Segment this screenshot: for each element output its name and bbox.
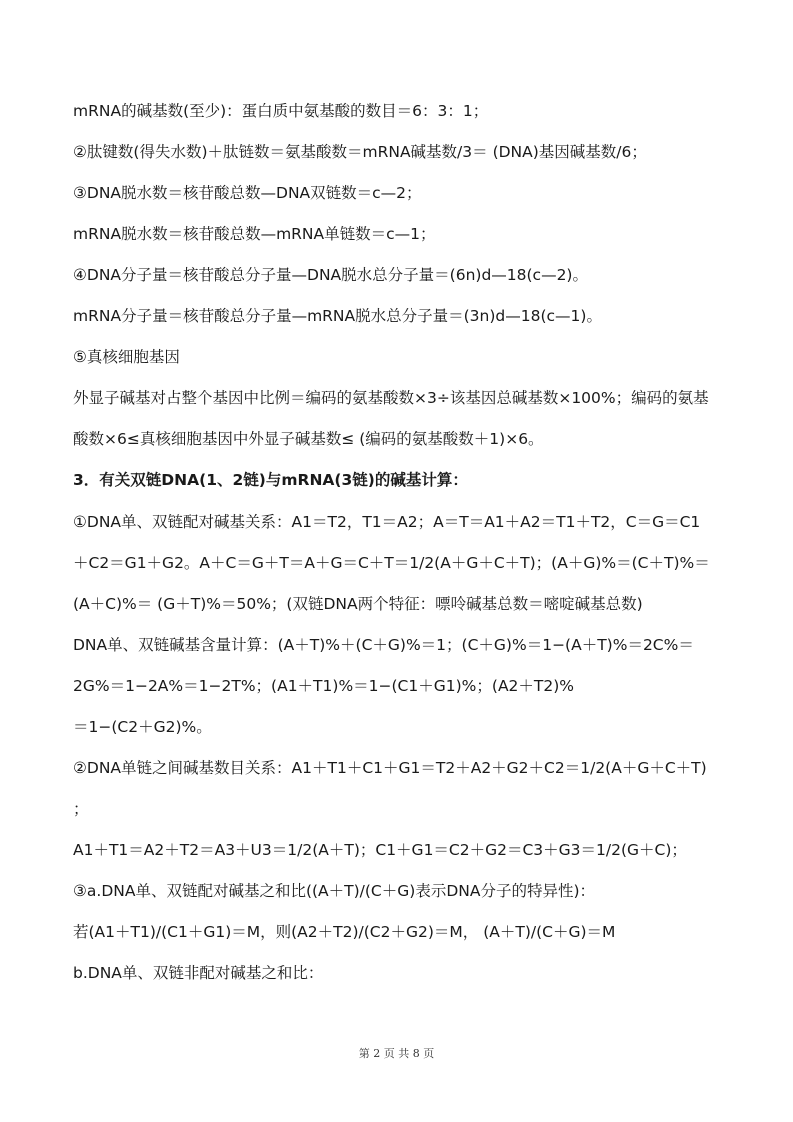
text-line-1: mRNA的碱基数(至少)：蛋白质中氨基酸的数目＝6：3：1； xyxy=(73,102,489,120)
text-line-13: (A＋C)%＝ (G＋T)%＝50%；(双链DNA两个特征：嘌呤碱基总数＝嘧啶碱基总数) xyxy=(73,595,643,613)
section-heading-3: 3．有关双链DNA(1、2链)与mRNA(3链)的碱基计算： xyxy=(73,471,468,489)
text-line-9: 酸数×6≤真核细胞基因中外显子碱基数≤ (编码的氨基酸数＋1)×6。 xyxy=(73,430,544,448)
text-line-8: 外显子碱基对占整个基因中比例＝编码的氨基酸数×3÷该基因总碱基数×100%；编码的氨基 xyxy=(73,389,709,407)
text-line-15: 2G%＝1−2A%＝1−2T%；(A1＋T1)%＝1−(C1＋G1)%；(A2＋T2)% xyxy=(73,677,575,695)
text-line-6: mRNA分子量＝核苷酸总分子量—mRNA脱水总分子量＝(3n)d—18(c—1)。 xyxy=(73,307,602,325)
text-line-14: DNA单、双链碱基含量计算：(A＋T)%＋(C＋G)%＝1；(C＋G)%＝1−(A＋T)%＝2C%＝ xyxy=(73,636,694,654)
text-line-12: ＋C2＝G1＋G2。A＋C＝G＋T＝A＋G＝C＋T＝1/2(A＋G＋C＋T)；(A＋G)%＝(C＋T)%＝ xyxy=(73,554,710,572)
text-line-20: ③a.DNA单、双链配对碱基之和比((A＋T)/(C＋G)表示DNA分子的特异性)： xyxy=(73,882,595,900)
page-number-footer: 第 2 页 共 8 页 xyxy=(358,1047,435,1060)
text-line-3: ③DNA脱水数＝核苷酸总数—DNA双链数＝c—2； xyxy=(73,184,422,202)
text-line-21: 若(A1＋T1)/(C1＋G1)＝M，则(A2＋T2)/(C2＋G2)＝M， (A＋T)/(C＋G)＝M xyxy=(73,923,616,941)
text-line-22: b.DNA单、双链非配对碱基之和比： xyxy=(73,964,324,982)
text-line-5: ④DNA分子量＝核苷酸总分子量—DNA脱水总分子量＝(6n)d—18(c—2)。 xyxy=(73,266,588,284)
text-line-18: ； xyxy=(73,800,89,818)
text-line-16: ＝1−(C2＋G2)%。 xyxy=(73,718,212,736)
text-line-11: ①DNA单、双链配对碱基关系：A1＝T2，T1＝A2；A＝T＝A1＋A2＝T1＋T2，C＝G＝C1 xyxy=(73,513,701,531)
text-line-17: ②DNA单链之间碱基数目关系：A1＋T1＋C1＋G1＝T2＋A2＋G2＋C2＝1/2(A＋G＋C＋T) xyxy=(73,759,707,777)
text-line-19: A1＋T1＝A2＋T2＝A3＋U3＝1/2(A＋T)；C1＋G1＝C2＋G2＝C3＋G3＝1/2(G＋C)； xyxy=(73,841,687,859)
text-line-7: ⑤真核细胞基因 xyxy=(73,348,180,366)
text-line-4: mRNA脱水数＝核苷酸总数—mRNA单链数＝c—1； xyxy=(73,225,436,243)
text-line-2: ②肽键数(得失水数)＋肽链数＝氨基酸数＝mRNA碱基数/3＝ (DNA)基因碱基数/6； xyxy=(73,143,647,161)
